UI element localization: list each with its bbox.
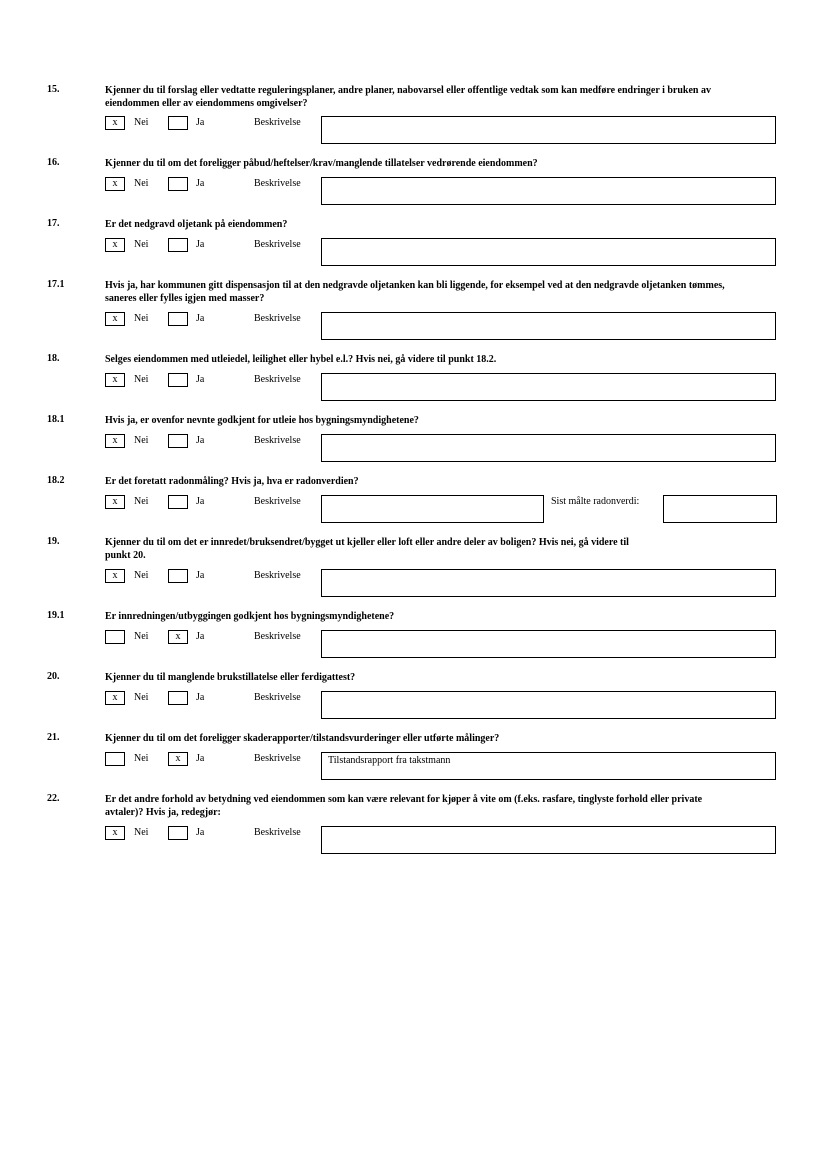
ja-label: Ja (196, 496, 205, 507)
beskrivelse-field[interactable] (321, 116, 776, 144)
answer-row-22 (0, 826, 827, 854)
nei-label: Nei (134, 496, 149, 507)
beskrivelse-field[interactable] (321, 569, 776, 597)
nei-label: Nei (134, 374, 149, 385)
question-text (105, 414, 785, 427)
ja-label: Ja (196, 692, 205, 703)
question-text (105, 610, 785, 623)
nei-checkbox[interactable]: x (105, 826, 125, 840)
answer-row-16 (0, 177, 827, 205)
beskrivelse-label: Beskrivelse (254, 178, 301, 189)
nei-checkbox[interactable]: x (105, 691, 125, 705)
ja-checkbox[interactable] (168, 177, 188, 191)
answer-row-18-2 (0, 495, 827, 523)
question-text (105, 279, 785, 305)
nei-checkbox[interactable]: x (105, 177, 125, 191)
answer-row-21 (0, 752, 827, 780)
beskrivelse-label: Beskrivelse (254, 631, 301, 642)
ja-label: Ja (196, 239, 205, 250)
beskrivelse-field[interactable] (321, 373, 776, 401)
question-text (105, 84, 785, 110)
nei-checkbox[interactable]: x (105, 312, 125, 326)
nei-checkbox[interactable]: x (105, 434, 125, 448)
ja-label: Ja (196, 827, 205, 838)
beskrivelse-label: Beskrivelse (254, 435, 301, 446)
question-text-line: Er det andre forhold av betydning ved eiendommen som kan være relevant for kjøper å vite om (f.eks. rasfare, tinglyste forhold eller private (105, 794, 703, 805)
nei-checkbox[interactable]: x (105, 116, 125, 130)
question-text-line: Er det nedgravd oljetank på eiendommen? (105, 219, 288, 230)
question-text-line: eiendommen eller av eiendommens omgivelser? (105, 98, 308, 109)
question-text-line: Er det foretatt radonmåling? Hvis ja, hva er radonverdien? (105, 476, 359, 487)
nei-label: Nei (134, 313, 149, 324)
question-text-line: Kjenner du til om det foreligger skaderapporter/tilstandsvurderinger eller utførte målinger? (105, 733, 500, 744)
nei-label: Nei (134, 753, 149, 764)
ja-label: Ja (196, 117, 205, 128)
question-number: 19. (47, 536, 60, 547)
ja-label: Ja (196, 435, 205, 446)
ja-label: Ja (196, 178, 205, 189)
beskrivelse-field[interactable] (321, 238, 776, 266)
ja-checkbox[interactable] (168, 312, 188, 326)
question-text-line: punkt 20. (105, 550, 146, 561)
nei-label: Nei (134, 827, 149, 838)
question-text (105, 353, 785, 366)
answer-row-17-1 (0, 312, 827, 340)
beskrivelse-field[interactable] (321, 434, 776, 462)
question-text-line: Er innredningen/utbyggingen godkjent hos bygningsmyndighetene? (105, 611, 395, 622)
question-number: 18.2 (47, 475, 65, 486)
question-text (105, 157, 785, 170)
answer-row-18 (0, 373, 827, 401)
ja-checkbox[interactable]: x (168, 752, 188, 766)
question-number: 18.1 (47, 414, 65, 425)
nei-checkbox[interactable] (105, 752, 125, 766)
beskrivelse-field[interactable] (321, 312, 776, 340)
question-number: 21. (47, 732, 60, 743)
nei-checkbox[interactable]: x (105, 495, 125, 509)
beskrivelse-field[interactable] (321, 630, 776, 658)
question-number: 19.1 (47, 610, 65, 621)
nei-label: Nei (134, 117, 149, 128)
beskrivelse-field[interactable] (321, 691, 776, 719)
question-text-line: Selges eiendommen med utleiedel, leilighet eller hybel e.l.? Hvis nei, gå videre til punkt 18.2. (105, 354, 497, 365)
question-text-line: Kjenner du til forslag eller vedtatte reguleringsplaner, andre planer, nabovarsel eller offentlige vedtak som kan medføre endringer i bruken av (105, 85, 711, 96)
question-number: 20. (47, 671, 60, 682)
radon-label: Sist målte radonverdi: (551, 496, 640, 507)
beskrivelse-label: Beskrivelse (254, 570, 301, 581)
ja-checkbox[interactable] (168, 238, 188, 252)
ja-checkbox[interactable] (168, 826, 188, 840)
nei-checkbox[interactable]: x (105, 238, 125, 252)
question-number: 16. (47, 157, 60, 168)
radon-value-field[interactable] (663, 495, 777, 523)
beskrivelse-field[interactable] (321, 826, 776, 854)
ja-checkbox[interactable] (168, 116, 188, 130)
ja-checkbox[interactable] (168, 373, 188, 387)
question-text (105, 732, 785, 745)
ja-label: Ja (196, 570, 205, 581)
beskrivelse-label: Beskrivelse (254, 374, 301, 385)
beskrivelse-label: Beskrivelse (254, 239, 301, 250)
question-number: 17. (47, 218, 60, 229)
ja-checkbox[interactable] (168, 569, 188, 583)
beskrivelse-label: Beskrivelse (254, 827, 301, 838)
ja-label: Ja (196, 374, 205, 385)
answer-row-15 (0, 116, 827, 144)
ja-checkbox[interactable]: x (168, 630, 188, 644)
question-text-line: Kjenner du til om det foreligger påbud/heftelser/krav/manglende tillatelser vedrørende eiendommen? (105, 158, 538, 169)
ja-checkbox[interactable] (168, 691, 188, 705)
question-text (105, 536, 785, 562)
answer-row-20 (0, 691, 827, 719)
beskrivelse-field[interactable]: Tilstandsrapport fra takstmann (321, 752, 776, 780)
nei-label: Nei (134, 435, 149, 446)
question-number: 18. (47, 353, 60, 364)
ja-checkbox[interactable] (168, 434, 188, 448)
question-text (105, 671, 785, 684)
beskrivelse-label: Beskrivelse (254, 117, 301, 128)
answer-row-18-1 (0, 434, 827, 462)
nei-checkbox[interactable] (105, 630, 125, 644)
question-number: 17.1 (47, 279, 65, 290)
ja-checkbox[interactable] (168, 495, 188, 509)
nei-checkbox[interactable]: x (105, 373, 125, 387)
nei-label: Nei (134, 178, 149, 189)
question-text (105, 218, 785, 231)
question-text (105, 793, 785, 819)
beskrivelse-field[interactable] (321, 177, 776, 205)
nei-label: Nei (134, 631, 149, 642)
beskrivelse-label: Beskrivelse (254, 753, 301, 764)
nei-label: Nei (134, 570, 149, 581)
question-text-line: Hvis ja, er ovenfor nevnte godkjent for utleie hos bygningsmyndighetene? (105, 415, 419, 426)
beskrivelse-label: Beskrivelse (254, 496, 301, 507)
question-text-line: Hvis ja, har kommunen gitt dispensasjon til at den nedgravde oljetanken kan bli liggende, for eksempel ved at den nedgravde oljetanken tømmes, (105, 280, 725, 291)
nei-label: Nei (134, 239, 149, 250)
ja-label: Ja (196, 313, 205, 324)
ja-label: Ja (196, 631, 205, 642)
answer-row-17 (0, 238, 827, 266)
question-text (105, 475, 785, 488)
nei-label: Nei (134, 692, 149, 703)
answer-row-19 (0, 569, 827, 597)
beskrivelse-label: Beskrivelse (254, 692, 301, 703)
question-text-line: Kjenner du til om det er innredet/bruksendret/bygget ut kjeller eller loft eller andre deler av boligen? Hvis nei, gå videre til (105, 537, 629, 548)
question-number: 15. (47, 84, 60, 95)
answer-row-19-1 (0, 630, 827, 658)
beskrivelse-label: Beskrivelse (254, 313, 301, 324)
nei-checkbox[interactable]: x (105, 569, 125, 583)
question-text-line: avtaler)? Hvis ja, redegjør: (105, 807, 221, 818)
ja-label: Ja (196, 753, 205, 764)
question-text-line: Kjenner du til manglende brukstillatelse eller ferdigattest? (105, 672, 356, 683)
beskrivelse-field[interactable] (321, 495, 544, 523)
question-text-line: saneres eller fylles igjen med masser? (105, 293, 265, 304)
question-number: 22. (47, 793, 60, 804)
